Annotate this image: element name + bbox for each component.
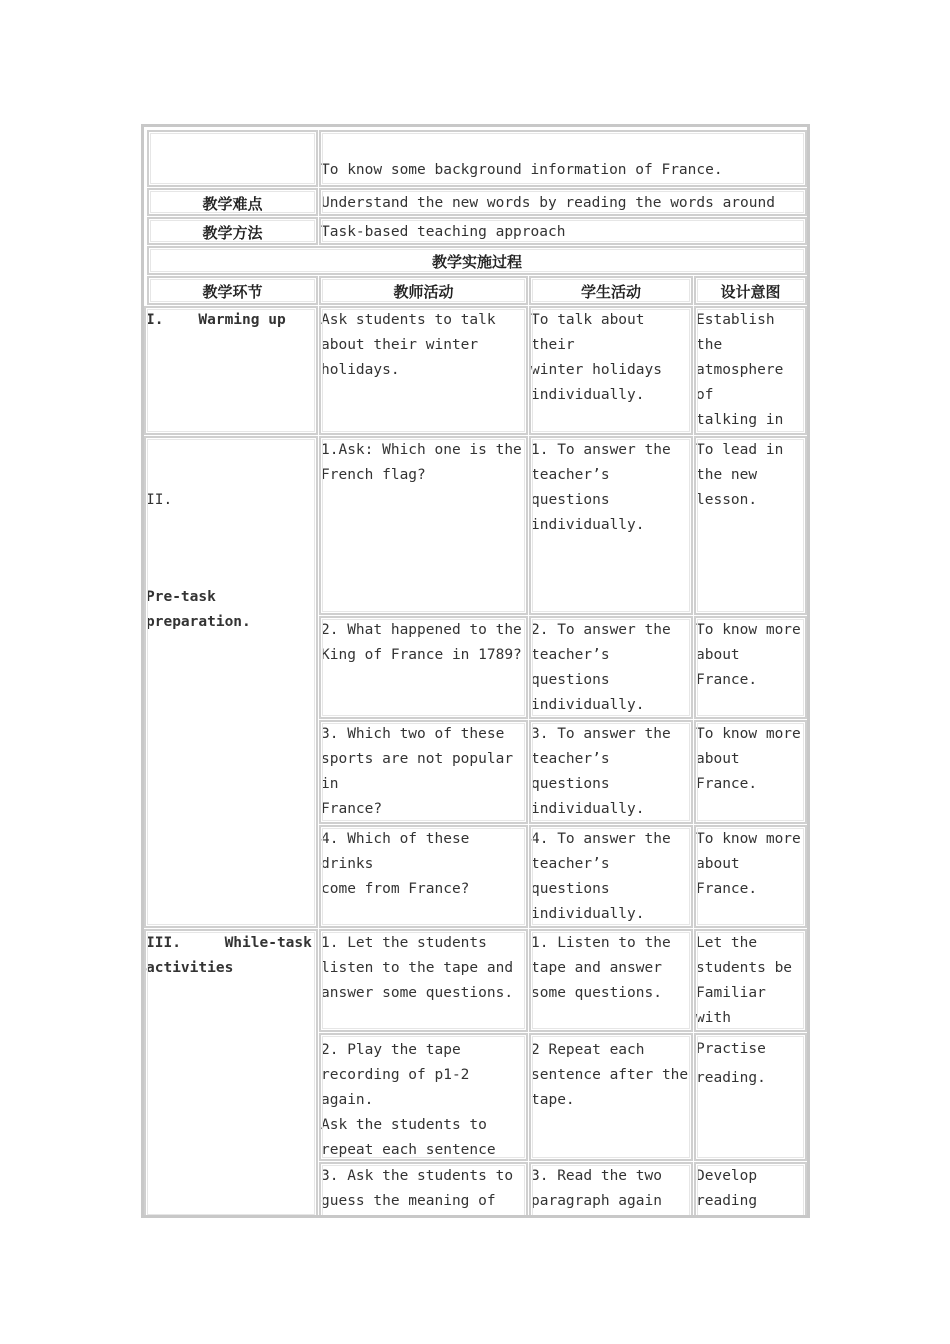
stage-pre-task-name: Pre-task preparation. [146, 589, 251, 630]
column-header-stage: 教学环节 [147, 276, 318, 305]
difficulty-value: Understand the new words by reading the words around [319, 188, 807, 216]
design-intent: Develop reading [694, 1162, 807, 1218]
design-intent: To know more about France. [694, 720, 807, 824]
student-activity: 4. To answer the teacher’s questions individually. [529, 825, 693, 928]
column-header-intent: 设计意图 [694, 276, 807, 305]
student-activity: 1. To answer the teacher’s questions individually. [529, 436, 693, 615]
design-intent: To know more about France. [694, 825, 807, 928]
student-activity: 2 Repeat each sentence after the tape. [529, 1033, 693, 1161]
teacher-activity: 4. Which of these drinks come from France? [319, 825, 528, 928]
teacher-activity: 3. Ask the students to guess the meaning of [319, 1162, 528, 1218]
teacher-activity: 2. Play the tape recording of p1-2 again. Ask the students to repeat each sentence [319, 1033, 528, 1161]
student-activity: 1. Listen to the tape and answer some questions. [529, 929, 693, 1032]
student-activity: 3. To answer the teacher’s questions individually. [529, 720, 693, 824]
stage-pre-task-number: II. [146, 492, 173, 508]
column-header-student: 学生活动 [529, 276, 693, 305]
objective-text: To know some background information of France. [319, 130, 807, 187]
column-header-teacher: 教师活动 [319, 276, 528, 305]
teacher-activity: 1.Ask: Which one is the French flag? [319, 436, 528, 615]
design-intent: Practise reading. [694, 1033, 807, 1161]
teacher-activity: 1. Let the students listen to the tape and answer some questions. [319, 929, 528, 1032]
empty-label-cell [147, 130, 318, 187]
design-intent: To lead in the new lesson. [694, 436, 807, 615]
design-intent: Let the students be Familiar with [694, 929, 807, 1032]
teacher-activity: 3. Which two of these sports are not popular in France? [319, 720, 528, 824]
method-label: 教学方法 [147, 217, 318, 245]
design-intent: To know more about France. [694, 616, 807, 719]
student-activity: 3. Read the two paragraph again [529, 1162, 693, 1218]
process-title: 教学实施过程 [147, 246, 807, 275]
lesson-plan-table [141, 124, 810, 1218]
method-value: Task-based teaching approach [319, 217, 807, 245]
stage-warming-up: I. Warming up [144, 306, 318, 435]
teacher-activity: Ask students to talk about their winter holidays. [319, 306, 528, 435]
stage-pre-task [144, 436, 318, 928]
difficulty-label: 教学难点 [147, 188, 318, 216]
student-activity: To talk about their winter holidays individually. [529, 306, 693, 435]
stage-while-task: III. While-task activities [144, 929, 318, 1218]
design-intent: Establish the atmosphere of talking in [694, 306, 807, 435]
teacher-activity: 2. What happened to the King of France in 1789? [319, 616, 528, 719]
student-activity: 2. To answer the teacher’s questions individually. [529, 616, 693, 719]
